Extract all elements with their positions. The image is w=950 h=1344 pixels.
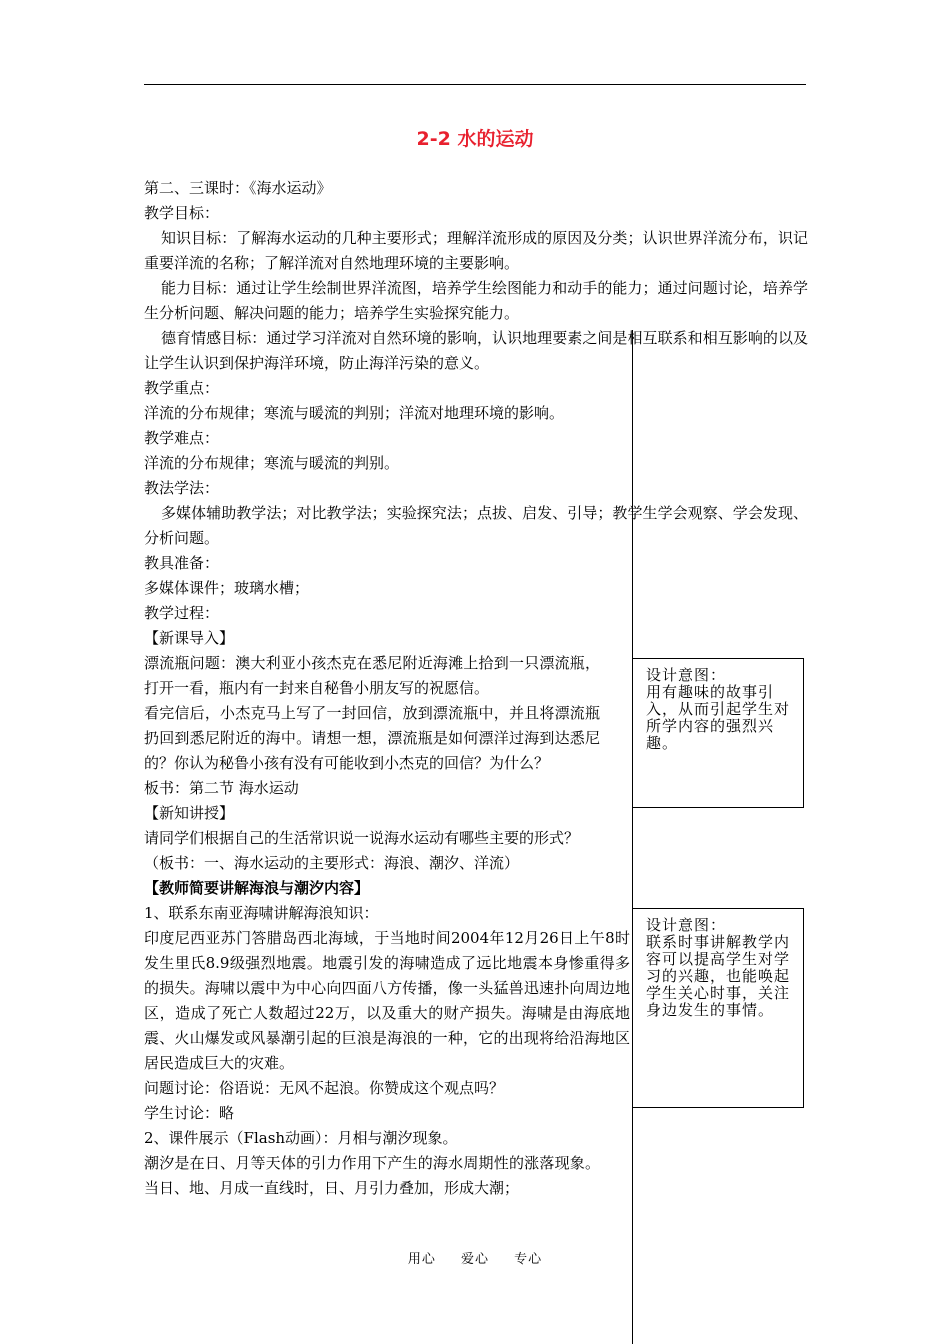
tsunami-heading: 1、联系东南亚海啸讲解海浪知识： [144, 904, 379, 922]
design-note-heading: 设计意图： [646, 916, 727, 934]
board-note-forms: （板书：一、海水运动的主要形式：海浪、潮汐、洋流） [144, 854, 520, 872]
section-label-process: 教学过程： [144, 604, 220, 622]
footer-word: 爱心 [460, 1252, 489, 1267]
tsunami-paragraph: 印度尼西亚苏门答腊岛西北海域，于当地时间2004年12月26日上午8时发生里氏8.9级强烈地震。地震引发的海啸造成了远比地震本身惨重得多的损失。海啸以震中为中心向四面八方传播，像一头猛兽迅速扑向周边地区，造成了死亡人数超过22万，以及重大的财产损失。海啸是由海底地震、火山爆发或风暴潮引起的巨浪是海浪的一种，它的出现将给沿海地区居民造成巨大的灾难。 [144, 929, 630, 1072]
page-title: 2-2 水的运动 [416, 128, 534, 150]
section-label-difficulties: 教学难点： [144, 429, 220, 447]
methods-text: 多媒体辅助教学法；对比教学法；实验探究法；点拔、启发、引导；教学生学会观察、学会发现、分析问题。 [144, 504, 808, 547]
courseware-item: 2、课件展示（Flash动画）：月相与潮汐现象。 [144, 1129, 458, 1147]
design-note-heading: 设计意图： [646, 666, 727, 684]
knowledge-objective: 知识目标：了解海水运动的几种主要形式；理解洋流形成的原因及分类；认识世界洋流分布，识记重要洋流的名称；了解洋流对自然地理环境的主要影响。 [144, 229, 808, 272]
bottle-question-paragraph: 漂流瓶问题：澳大利亚小孩杰克在悉尼附近海滩上拾到一只漂流瓶，打开一看，瓶内有一封来自秘鲁小朋友写的祝愿信。 [144, 654, 600, 697]
footer-word: 用心 [407, 1252, 436, 1267]
tide-paragraph: 潮汐是在日、月等天体的引力作用下产生的海水周期性的涨落现象。当日、地、月成一直线时，日、月引力叠加，形成大潮； [144, 1154, 600, 1197]
header-rule [144, 84, 806, 85]
board-note-section: 板书：第二节 海水运动 [144, 779, 299, 797]
footer-word: 专心 [514, 1252, 543, 1267]
section-new-knowledge-heading: 【新知讲授】 [144, 804, 235, 822]
student-discussion: 学生讨论：略 [144, 1104, 235, 1122]
key-points-text: 洋流的分布规律；寒流与暖流的判别；洋流对地理环境的影响。 [144, 404, 565, 422]
design-note-1 [632, 658, 804, 808]
section-intro-heading: 【新课导入】 [144, 629, 235, 647]
moral-objective: 德育情感目标：通过学习洋流对自然环境的影响，认识地理要素之间是相互联系和相互影响的以及让学生认识到保护海洋环境，防止海洋污染的意义。 [144, 329, 808, 372]
page-footer [0, 1248, 950, 1267]
difficulties-text: 洋流的分布规律；寒流与暖流的判别。 [144, 454, 400, 472]
ability-objective: 能力目标：通过让学生绘制世界洋流图，培养学生绘图能力和动手的能力；通过问题讨论，培养学生分析问题、解决问题的能力；培养学生实验探究能力。 [144, 279, 808, 322]
discussion-question: 问题讨论：俗语说：无风不起浪。你赞成这个观点吗？ [144, 1079, 505, 1097]
design-note-text: 联系时事讲解教学内容可以提高学生对学习的兴趣，也能唤起学生关心时事，关注身边发生的事情。 [646, 933, 791, 1019]
section-label-methods: 教法学法： [144, 479, 220, 497]
lesson-heading: 第二、三课时：《海水运动》 [144, 179, 332, 197]
bottle-followup-paragraph: 看完信后，小杰克马上写了一封回信，放到漂流瓶中，并且将漂流瓶扔回到悉尼附近的海中。请想一想，漂流瓶是如何漂洋过海到达悉尼的？你认为秘鲁小孩有没有可能收到小杰克的回信？为什么？ [144, 704, 600, 772]
section-label-materials: 教具准备： [144, 554, 220, 572]
question-forms: 请同学们根据自己的生活常识说一说海水运动有哪些主要的形式？ [144, 829, 580, 847]
design-note-text: 用有趣味的故事引入，从而引起学生对所学内容的强烈兴趣。 [646, 683, 791, 752]
section-label-key-points: 教学重点： [144, 379, 220, 397]
teacher-explanation-heading: 【教师简要讲解海浪与潮汐内容】 [144, 879, 370, 897]
design-note-2 [632, 908, 804, 1108]
margin-column-divider [632, 330, 633, 1344]
section-label-objectives: 教学目标： [144, 204, 220, 222]
materials-text: 多媒体课件；玻璃水槽； [144, 579, 310, 597]
